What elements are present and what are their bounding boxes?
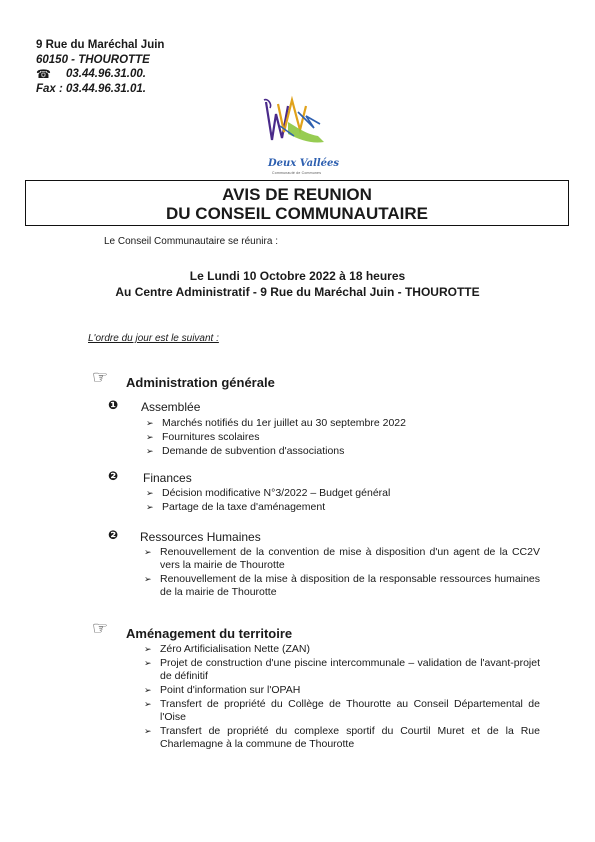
address-phone: 03.44.96.31.00. [66,68,146,80]
subsection-title-rh: Ressources Humaines [140,530,261,544]
list-item: ➢ Renouvellement de la mise à disposition de la responsable ressources humaines de la mairie de Thourotte [144,573,540,598]
notice-title-line2: DU CONSEIL COMMUNAUTAIRE [166,204,428,223]
subsection-title-finances: Finances [143,471,192,485]
address-city: 60150 - THOUROTTE [36,53,150,66]
list-item: ➢ Demande de subvention d'associations [146,445,345,457]
list-item: ➢ Décision modificative N°3/2022 – Budget général [146,487,391,499]
notice-title-box [25,180,569,226]
address-phone-line [36,67,164,82]
arrow-bullet-icon: ➢ [144,699,152,709]
list-item: ➢ Fournitures scolaires [146,431,260,443]
subsection-marker: ❷ [108,469,119,483]
list-item: ➢ Marchés notifiés du 1er juillet au 30 septembre 2022 [146,417,406,429]
sender-address [36,38,164,96]
subsection-marker: ❷ [108,528,119,542]
arrow-bullet-icon: ➢ [146,488,154,498]
list-item: ➢ Point d'information sur l'OPAH [144,684,301,696]
list-item: ➢ Projet de construction d'une piscine intercommunale – validation de l'avant-projet de définitif [144,657,540,682]
phone-icon: ☎ [36,67,51,81]
pointing-hand-icon: ☞ [92,618,109,638]
arrow-bullet-icon: ➢ [144,726,152,736]
address-fax: Fax : 03.44.96.31.01. [36,82,146,95]
list-item: ➢ Transfert de propriété du Collège de Thourotte au Conseil Départemental de l'Oise [144,698,540,723]
logo-subtitle: Communauté de Communes [272,171,322,175]
section-title-administration: Administration générale [126,375,275,390]
section-title-amenagement: Aménagement du territoire [126,626,293,641]
meeting-date: Le Lundi 10 Octobre 2022 à 18 heures [189,269,406,283]
arrow-bullet-icon: ➢ [146,502,154,512]
list-item: ➢ Zéro Artificialisation Nette (ZAN) [144,643,310,655]
agenda-heading: L'ordre du jour est le suivant : [88,333,219,344]
list-finances [146,487,446,515]
list-item: ➢ Partage de la taxe d'aménagement [146,501,326,513]
arrow-bullet-icon: ➢ [144,658,152,668]
arrow-bullet-icon: ➢ [144,644,152,654]
meeting-place: Au Centre Administratif - 9 Rue du Maréchal Juin - THOUROTTE [115,285,480,299]
notice-title-line1: AVIS DE REUNION [222,185,372,204]
address-street: 9 Rue du Maréchal Juin [36,39,165,51]
list-item: ➢ Transfert de propriété du complexe sportif du Courtil Muret et de la Rue Charlemagne à la commune de Thourotte [144,725,540,750]
arrow-bullet-icon: ➢ [144,547,152,557]
subsection-title-assemblee: Assemblée [141,400,201,414]
list-amenagement [144,643,540,752]
subsection-marker: ❶ [108,398,119,412]
list-item: ➢ Renouvellement de la convention de mise à disposition d'un agent de la CC2V vers la mairie de Thourotte [144,546,540,571]
logo-name: Deux Vallées [268,158,340,169]
meeting-details [0,268,595,300]
arrow-bullet-icon: ➢ [146,418,154,428]
list-assemblee [146,417,446,459]
arrow-bullet-icon: ➢ [146,432,154,442]
arrow-bullet-icon: ➢ [146,446,154,456]
intro-text: Le Conseil Communautaire se réunira : [104,236,278,247]
pointing-hand-icon: ☞ [92,367,109,387]
arrow-bullet-icon: ➢ [144,574,152,584]
arrow-bullet-icon: ➢ [144,685,152,695]
list-rh [144,546,540,600]
